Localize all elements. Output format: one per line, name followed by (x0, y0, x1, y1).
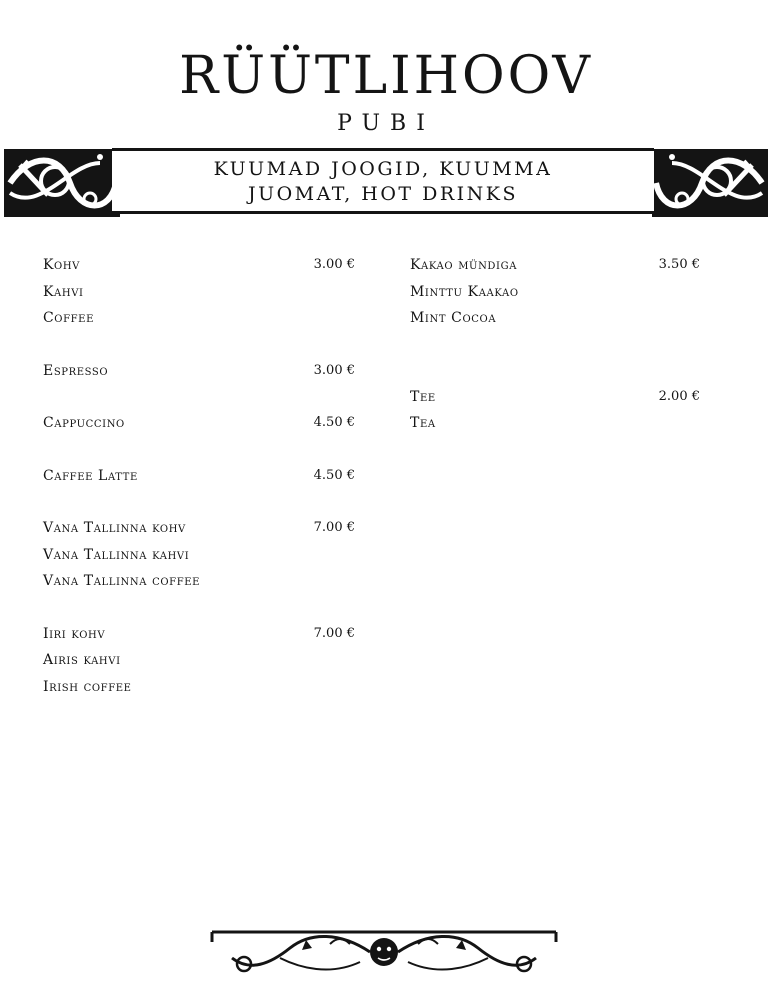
menu-column-right (410, 252, 700, 437)
celtic-knot-left-icon (4, 149, 120, 217)
item-name: Vana Tallinna kahvi (43, 546, 190, 563)
item-name: Vana Tallinna kohv (43, 520, 186, 536)
item-name: Mint Cocoa (410, 310, 497, 326)
item-name: Tea (410, 415, 436, 431)
floral-scroll-ornament-icon (210, 928, 558, 978)
item-price: 4.50 € (313, 467, 355, 483)
item-name: Vana Tallinna coffee (43, 573, 201, 589)
item-price: 7.00 € (313, 625, 355, 641)
item-name: Iiri kohv (43, 625, 106, 642)
item-name: Cappuccino (43, 415, 125, 431)
celtic-knot-right-icon (652, 149, 768, 217)
page-title: RÜÜTLIHOOV (179, 46, 593, 106)
menu-item-caffee-latte (43, 463, 355, 490)
section-title (112, 157, 654, 207)
item-name: Irish coffee (43, 678, 132, 695)
menu-item-mint-cocoa (410, 252, 700, 332)
item-name: Kohv (43, 257, 80, 273)
item-name: Airis kahvi (43, 652, 121, 668)
item-price: 3.00 € (313, 362, 355, 378)
item-name: Minttu Kaakao (410, 283, 519, 300)
menu-item-coffee (43, 252, 355, 332)
menu-item-old-tallinn-coffee (43, 515, 355, 595)
section-title-line-1: KUUMAD JOOGID, KUUMMA (213, 158, 553, 180)
item-name: Caffee Latte (43, 467, 138, 484)
item-name: Kakao mündiga (410, 257, 518, 273)
item-name: Coffee (43, 310, 94, 326)
item-price: 7.00 € (313, 520, 355, 535)
menu-item-cappuccino (43, 410, 355, 437)
page-subtitle: PUBI (337, 111, 435, 136)
menu-item-irish-coffee (43, 621, 355, 701)
section-title-line-2: JUOMAT, HOT DRINKS (247, 183, 519, 205)
item-name: Tee (410, 388, 436, 405)
item-name: Espresso (43, 362, 109, 379)
item-price: 2.00 € (658, 388, 700, 404)
item-name: Kahvi (43, 283, 84, 300)
menu-item-espresso (43, 358, 355, 385)
menu-item-tea (410, 384, 700, 437)
menu-column-left (43, 252, 355, 700)
item-price: 4.50 € (313, 415, 355, 430)
item-price: 3.50 € (658, 257, 700, 272)
item-price: 3.00 € (313, 257, 355, 272)
